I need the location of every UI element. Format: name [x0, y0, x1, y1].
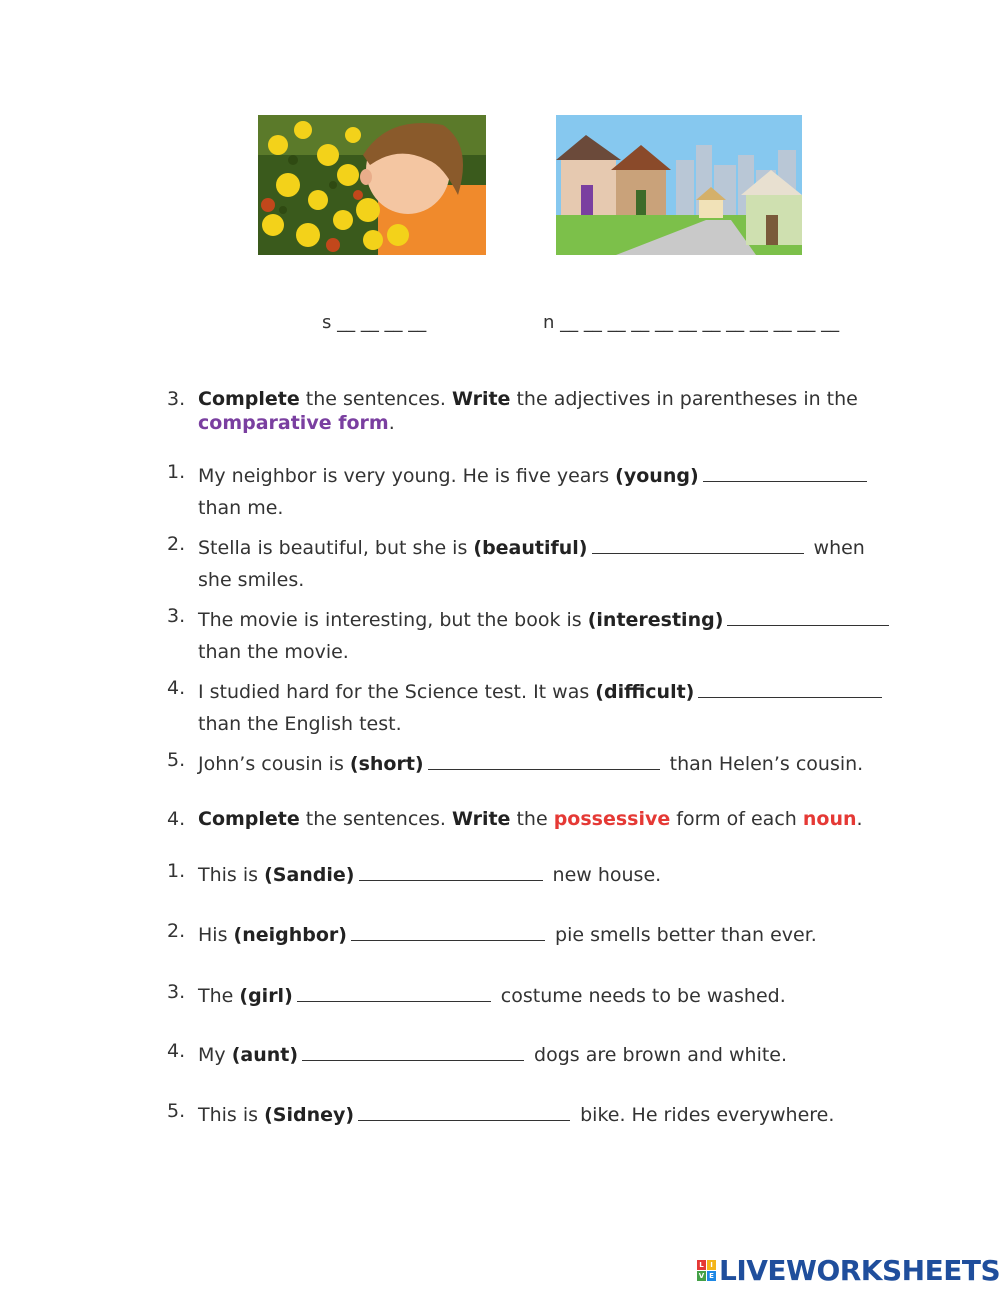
possessive-highlight: possessive: [553, 808, 671, 830]
logo-text: LIVEWORKSHEETS: [719, 1254, 1000, 1287]
logo-cubes-icon: L I V E: [697, 1260, 716, 1281]
ex3-item-1: My neighbor is very young. He is five years (young): [198, 461, 871, 487]
ex3-item-1-continued: than me.: [198, 497, 284, 519]
boy-smelling-flowers-image: [258, 115, 486, 255]
ex4-item-1-number: 1.: [167, 860, 186, 882]
exercise-4-instruction: Complete the sentences. Write the possessive form of each noun.: [198, 808, 863, 830]
exercise-4-number: 4.: [167, 808, 186, 830]
ex4-item-5: This is (Sidney) bike. He rides everywhere.: [198, 1100, 834, 1126]
hint-right: n __ __ __ __ __ __ __ __ __ __ __ __: [543, 312, 840, 333]
ex3-item-5-number: 5.: [167, 749, 186, 771]
ex3-item-2-number: 2.: [167, 533, 186, 555]
ex3-item-4-continued: than the English test.: [198, 713, 402, 735]
ex4-item-3-number: 3.: [167, 981, 186, 1003]
ex3-item-2-continued: she smiles.: [198, 569, 305, 591]
answer-blank[interactable]: [358, 1100, 570, 1121]
answer-blank[interactable]: [727, 605, 889, 626]
ex3-item-3: The movie is interesting, but the book is (interesting): [198, 605, 893, 631]
answer-blank[interactable]: [428, 749, 660, 770]
liveworksheets-logo[interactable]: [697, 1254, 1000, 1287]
instruction-complete: Complete: [198, 388, 300, 410]
exercise-3-instruction-line2: comparative form.: [198, 412, 395, 434]
answer-blank[interactable]: [359, 860, 543, 881]
neighborhood-houses-image: [556, 115, 802, 255]
answer-blank[interactable]: [351, 920, 545, 941]
ex3-item-1-number: 1.: [167, 461, 186, 483]
answer-blank[interactable]: [698, 677, 882, 698]
ex4-item-1: This is (Sandie) new house.: [198, 860, 661, 886]
answer-blank[interactable]: [302, 1040, 524, 1061]
ex3-item-2: Stella is beautiful, but she is (beautiful) when: [198, 533, 865, 559]
hint-left: s __ __ __ __: [322, 312, 427, 333]
ex3-item-5: John’s cousin is (short) than Helen’s cousin.: [198, 749, 863, 775]
ex3-item-4-number: 4.: [167, 677, 186, 699]
ex3-item-3-continued: than the movie.: [198, 641, 349, 663]
comparative-form-highlight: comparative form: [198, 412, 389, 434]
exercise-3-instruction: Complete the sentences. Write the adjectives in parentheses in the: [198, 388, 858, 410]
ex4-item-2-number: 2.: [167, 920, 186, 942]
ex4-item-4: My (aunt) dogs are brown and white.: [198, 1040, 787, 1066]
ex3-item-3-number: 3.: [167, 605, 186, 627]
ex4-item-5-number: 5.: [167, 1100, 186, 1122]
instruction-write: Write: [451, 388, 511, 410]
answer-blank[interactable]: [297, 981, 491, 1002]
answer-blank[interactable]: [592, 533, 804, 554]
exercise-3-number: 3.: [167, 388, 186, 410]
ex4-item-3: The (girl) costume needs to be washed.: [198, 981, 786, 1007]
ex4-item-4-number: 4.: [167, 1040, 186, 1062]
ex3-item-4: I studied hard for the Science test. It was (difficult): [198, 677, 886, 703]
ex4-item-2: His (neighbor) pie smells better than ever.: [198, 920, 817, 946]
noun-highlight: noun: [802, 808, 857, 830]
answer-blank[interactable]: [703, 461, 867, 482]
